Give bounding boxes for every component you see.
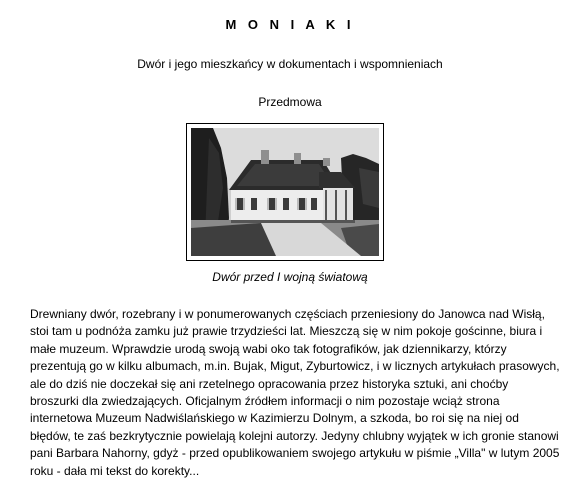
section-heading: Przedmowa — [258, 95, 322, 109]
manor-photo-image — [191, 128, 379, 256]
page-title: M O N I A K I — [225, 17, 355, 32]
page-subtitle: Dwór i jego mieszkańcy w dokumentach i wspomnieniach — [137, 57, 443, 71]
photo-caption: Dwór przed I wojną światową — [212, 270, 368, 284]
article-paragraph: Drewniany dwór, rozebrany i w ponumerowanych częściach przeniesiony do Janowca nad Wisłą, stoi tam u podnóża zamku już prawie trzydzieści lat. Mieszczą się w nim pokoje gościnne, biura i małe muzeum. Wprawdzie urodą swoją wabi oko tak fotografików, jak dziennikarzy, którzy prezentują go w kilku albumach, m.in. Bujak, Migut, Zyburtowicz, i w licznych artykułach prasowych, ale do dziś nie doczekał się ani rzetelnego opracowania przez historyka sztuki, ani choćby broszurki dla zwiedzających. Oficjalnym źródłem informacji o nim pozostaje wciąż strona internetowa Muzeum Nadwiślańskiego w Kazimierzu Dolnym, a szkoda, bo roi się na niej od błędów, te zaś bezkrytycznie powielają kolejni autorzy. Jedyny chlubny wyjątek w ich gronie stanowi pani Barbara Nahorny, gdyż - przed opublikowaniem swojego artykułu w piśmie „Villa" w lutym 2005 roku - dała mi tekst do korekty... — [30, 307, 560, 478]
manor-photo — [186, 123, 384, 261]
